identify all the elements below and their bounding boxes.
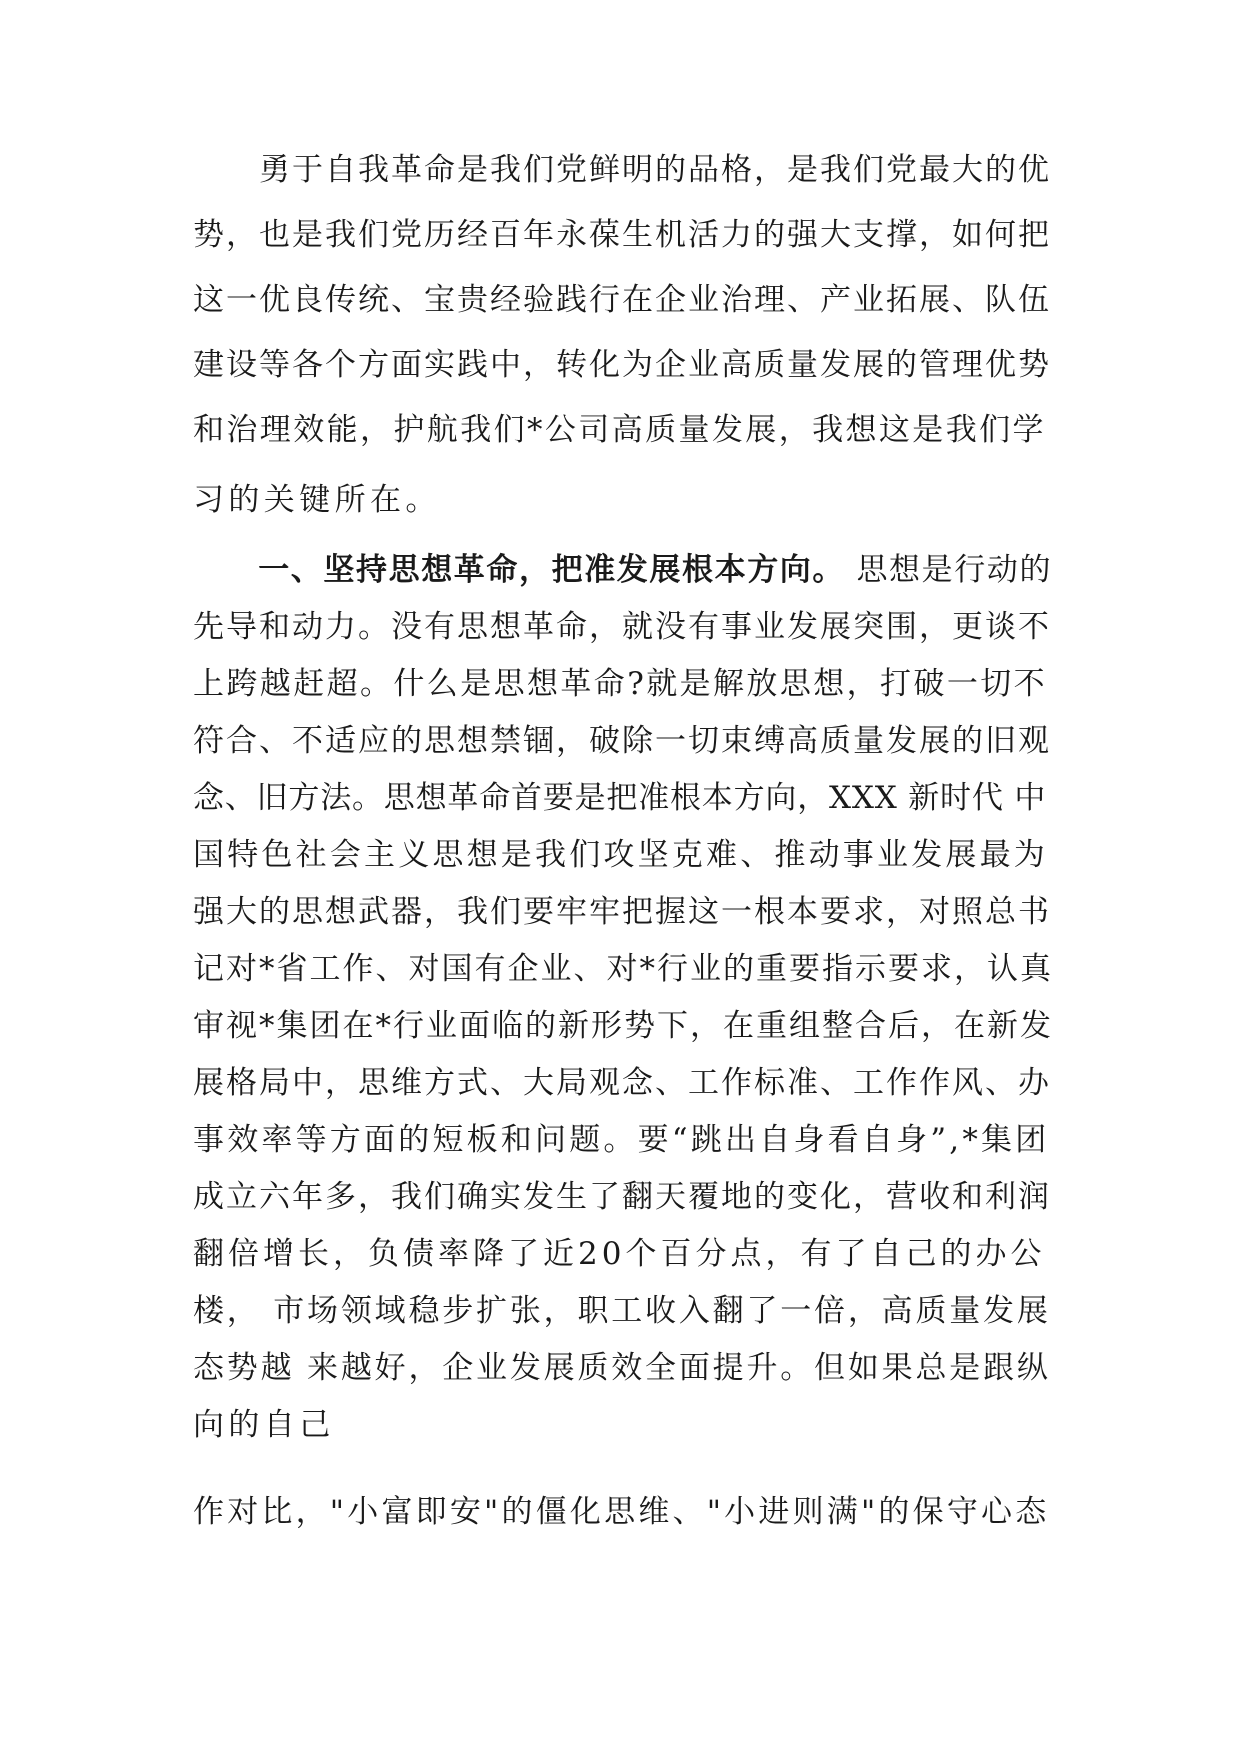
text-line: 势，也是我们党历经百年永葆生机活力的强大支撑，如何把	[193, 217, 1051, 253]
section-heading: 一、坚持思想革命，把准发展根本方向。	[193, 552, 845, 588]
text-line: 上跨越赶超。什么是思想革命?就是解放思想，打破一切不	[193, 666, 1048, 702]
text-line: 记对*省工作、对国有企业、对*行业的重要指示要求，认真	[193, 951, 1053, 987]
text-line: 习的关键所在。	[193, 482, 441, 518]
text-line: 符合、不适应的思想禁锢，破除一切束缚高质量发展的旧观	[193, 723, 1051, 759]
text-line: 这一优良传统、宝贵经验践行在企业治理、产业拓展、队伍	[193, 282, 1051, 318]
text-line: 作对比，"小富即安"的僵化思维、"小进则满"的保守心态	[193, 1494, 1050, 1530]
text-line: 翻倍增长，负债率降了近20个百分点，有了自己的办公	[193, 1236, 1046, 1272]
text-line: 国特色社会主义思想是我们攻坚克难、推动事业发展最为	[193, 837, 1048, 873]
text-line: 念、旧方法。思想革命首要是把准根本方向，XXX 新时代 中	[193, 780, 1047, 816]
text-line: 态势越 来越好，企业发展质效全面提升。但如果总是跟纵	[193, 1350, 1051, 1386]
text-line: 先导和动力。没有思想革命，就没有事业发展突围，更谈不	[193, 609, 1051, 645]
heading-tail-text: 思想是行动的	[845, 552, 1053, 588]
text-line: 成立六年多，我们确实发生了翻天覆地的变化，营收和利润	[193, 1179, 1051, 1215]
text-line: 展格局中，思维方式、大局观念、工作标准、工作作风、办	[193, 1065, 1051, 1101]
section-heading-line	[193, 548, 1053, 592]
text-line: 向的自己	[193, 1407, 335, 1443]
text-line: 事效率等方面的短板和问题。要“跳出自身看自身”,*集团	[193, 1122, 1050, 1158]
text-line: 建设等各个方面实践中，转化为企业高质量发展的管理优势	[193, 347, 1051, 383]
text-line: 强大的思想武器，我们要牢牢把握这一根本要求，对照总书	[193, 894, 1051, 930]
text-line: 审视*集团在*行业面临的新形势下，在重组整合后，在新发	[193, 1008, 1053, 1044]
text-line: 勇于自我革命是我们党鲜明的品格，是我们党最大的优	[193, 152, 1051, 188]
text-line: 和治理效能，护航我们*公司高质量发展，我想这是我们学	[193, 412, 1046, 448]
text-line: 楼， 市场领域稳步扩张，职工收入翻了一倍，高质量发展	[193, 1293, 1051, 1329]
